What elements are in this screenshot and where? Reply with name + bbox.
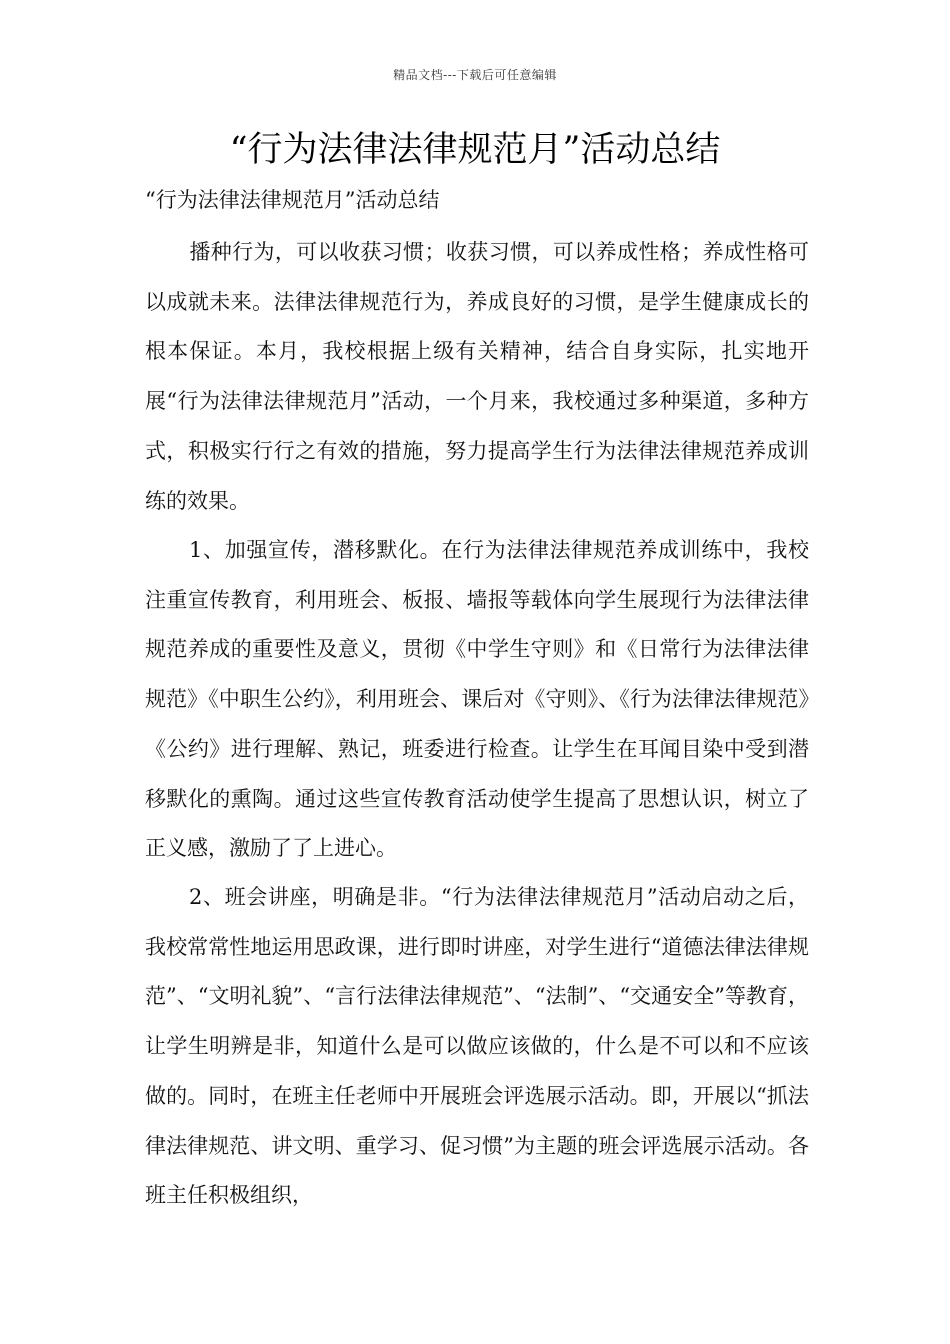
paragraph-intro	[145, 228, 809, 526]
paragraph-publicity	[145, 526, 809, 874]
header-note: 精品文档---下载后可任意编辑	[393, 68, 557, 82]
paragraph-text: 1、加强宣传，潜移默化。在行为法律法律规范养成训练中，我校注重宣传教育，利用班会、板报、墙报等载体向学生展现行为法律法律规范养成的重要性及意义，贯彻《中学生守则》和《日常行为法律法律规范》《中职生公约》，利用班会、课后对《守则》、《行为法律法律规范》《公约》进行理解、熟记，班委进行检查。让学生在耳闻目染中受到潜移默化的熏陶。通过这些宣传教育活动使学生提高了思想认识，树立了正义感，激励了了上进心。	[145, 538, 809, 861]
document-title: “行为法律法律规范月”活动总结	[229, 130, 721, 170]
paragraph-text: 2、班会讲座，明确是非。“行为法律法律规范月”活动启动之后，我校常常性地运用思政课，进行即时讲座，对学生进行“道德法律法律规范”、“文明礼貌”、“言行法律法律规范”、“法制”、“交通安全”等教育，让学生明辨是非，知道什么是可以做应该做的，什么是不可以和不应该做的。同时，在班主任老师中开展班会评选展示活动。即，开展以“抓法律法律规范、讲文明、重学习、促习惯”为主题的班会评选展示活动。各班主任积极组织，	[145, 885, 809, 1208]
paragraph-text: 播种行为，可以收获习惯；收获习惯，可以养成性格；养成性格可以成就未来。法律法律规范行为，养成良好的习惯，是学生健康成长的根本保证。本月，我校根据上级有关精神，结合自身实际，扎实地开展“行为法律法律规范月”活动，一个月来，我校通过多种渠道，多种方式，积极实行行之有效的措施，努力提高学生行为法律法律规范养成训练的效果。	[145, 240, 809, 513]
document-subtitle: “行为法律法律规范月”活动总结	[145, 188, 440, 212]
paragraph-class-meeting	[145, 873, 809, 1221]
